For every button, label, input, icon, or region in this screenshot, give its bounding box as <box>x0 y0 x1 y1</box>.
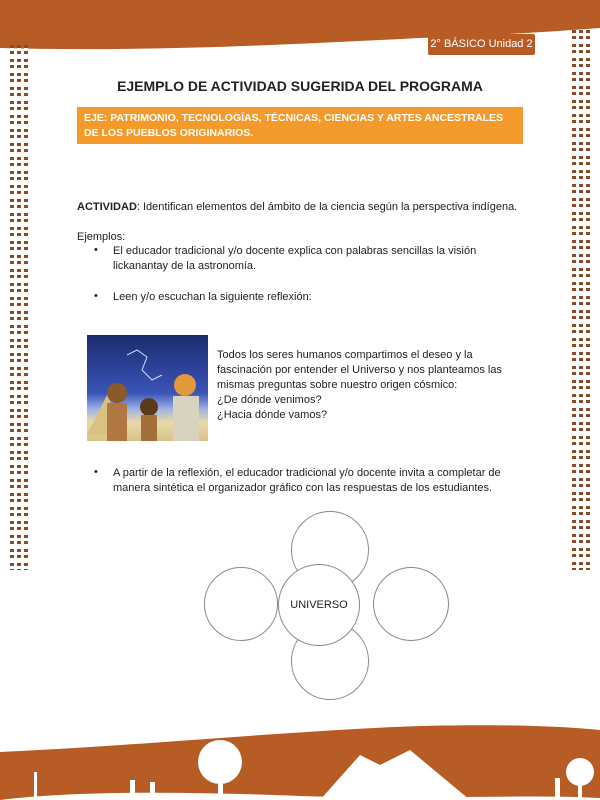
examples-label: Ejemplos: <box>77 231 126 243</box>
organizer-circle-left <box>204 567 278 641</box>
left-pattern-border <box>10 45 28 570</box>
organizer-circle-right <box>373 567 449 641</box>
reflection-text <box>217 348 527 423</box>
reflection-question: ¿De dónde venimos? <box>217 394 322 406</box>
bullet-item: Leen y/o escuchan la siguiente reflexión: <box>113 291 312 303</box>
reflection-paragraph: Todos los seres humanos compartimos el deseo y la fascinación por entender el Universo y nos planteamos las mismas preguntas sobre nuestro origen cósmico: <box>217 349 502 391</box>
astronomy-illustration <box>87 335 208 441</box>
activity-text: : Identifican elementos del ámbito de la ciencia según la perspectiva indígena. <box>136 201 518 213</box>
organizer-center-label: UNIVERSO <box>290 599 348 611</box>
activity-line <box>77 200 537 215</box>
organizer-center-circle <box>278 564 360 646</box>
activity-label: ACTIVIDAD <box>77 201 137 213</box>
bullet-item: A partir de la reflexión, el educador tradicional y/o docente invita a completar de manera sintética el organizador gráfico con las respuestas de los estudiantes. <box>113 467 501 494</box>
bullet-item: El educador tradicional y/o docente explica con palabras sencillas la visión lickanantay de la astronomía. <box>113 245 477 272</box>
page-title: EJEMPLO DE ACTIVIDAD SUGERIDA DEL PROGRAMA <box>117 78 483 94</box>
reflection-question: ¿Hacia dónde vamos? <box>217 409 328 421</box>
bullet-icon: • <box>94 244 98 256</box>
bullet-icon: • <box>94 466 98 478</box>
right-pattern-border <box>572 30 590 570</box>
grade-unit-badge: 2° BÁSICO Unidad 2 <box>428 34 535 55</box>
bullet-icon: • <box>94 290 98 302</box>
eje-banner: EJE: PATRIMONIO, TECNOLOGÍAS, TÉCNICAS, CIENCIAS Y ARTES ANCESTRALES DE LOS PUEBLOS ORIGINARIOS. <box>77 107 523 144</box>
footer-landscape <box>0 700 600 800</box>
